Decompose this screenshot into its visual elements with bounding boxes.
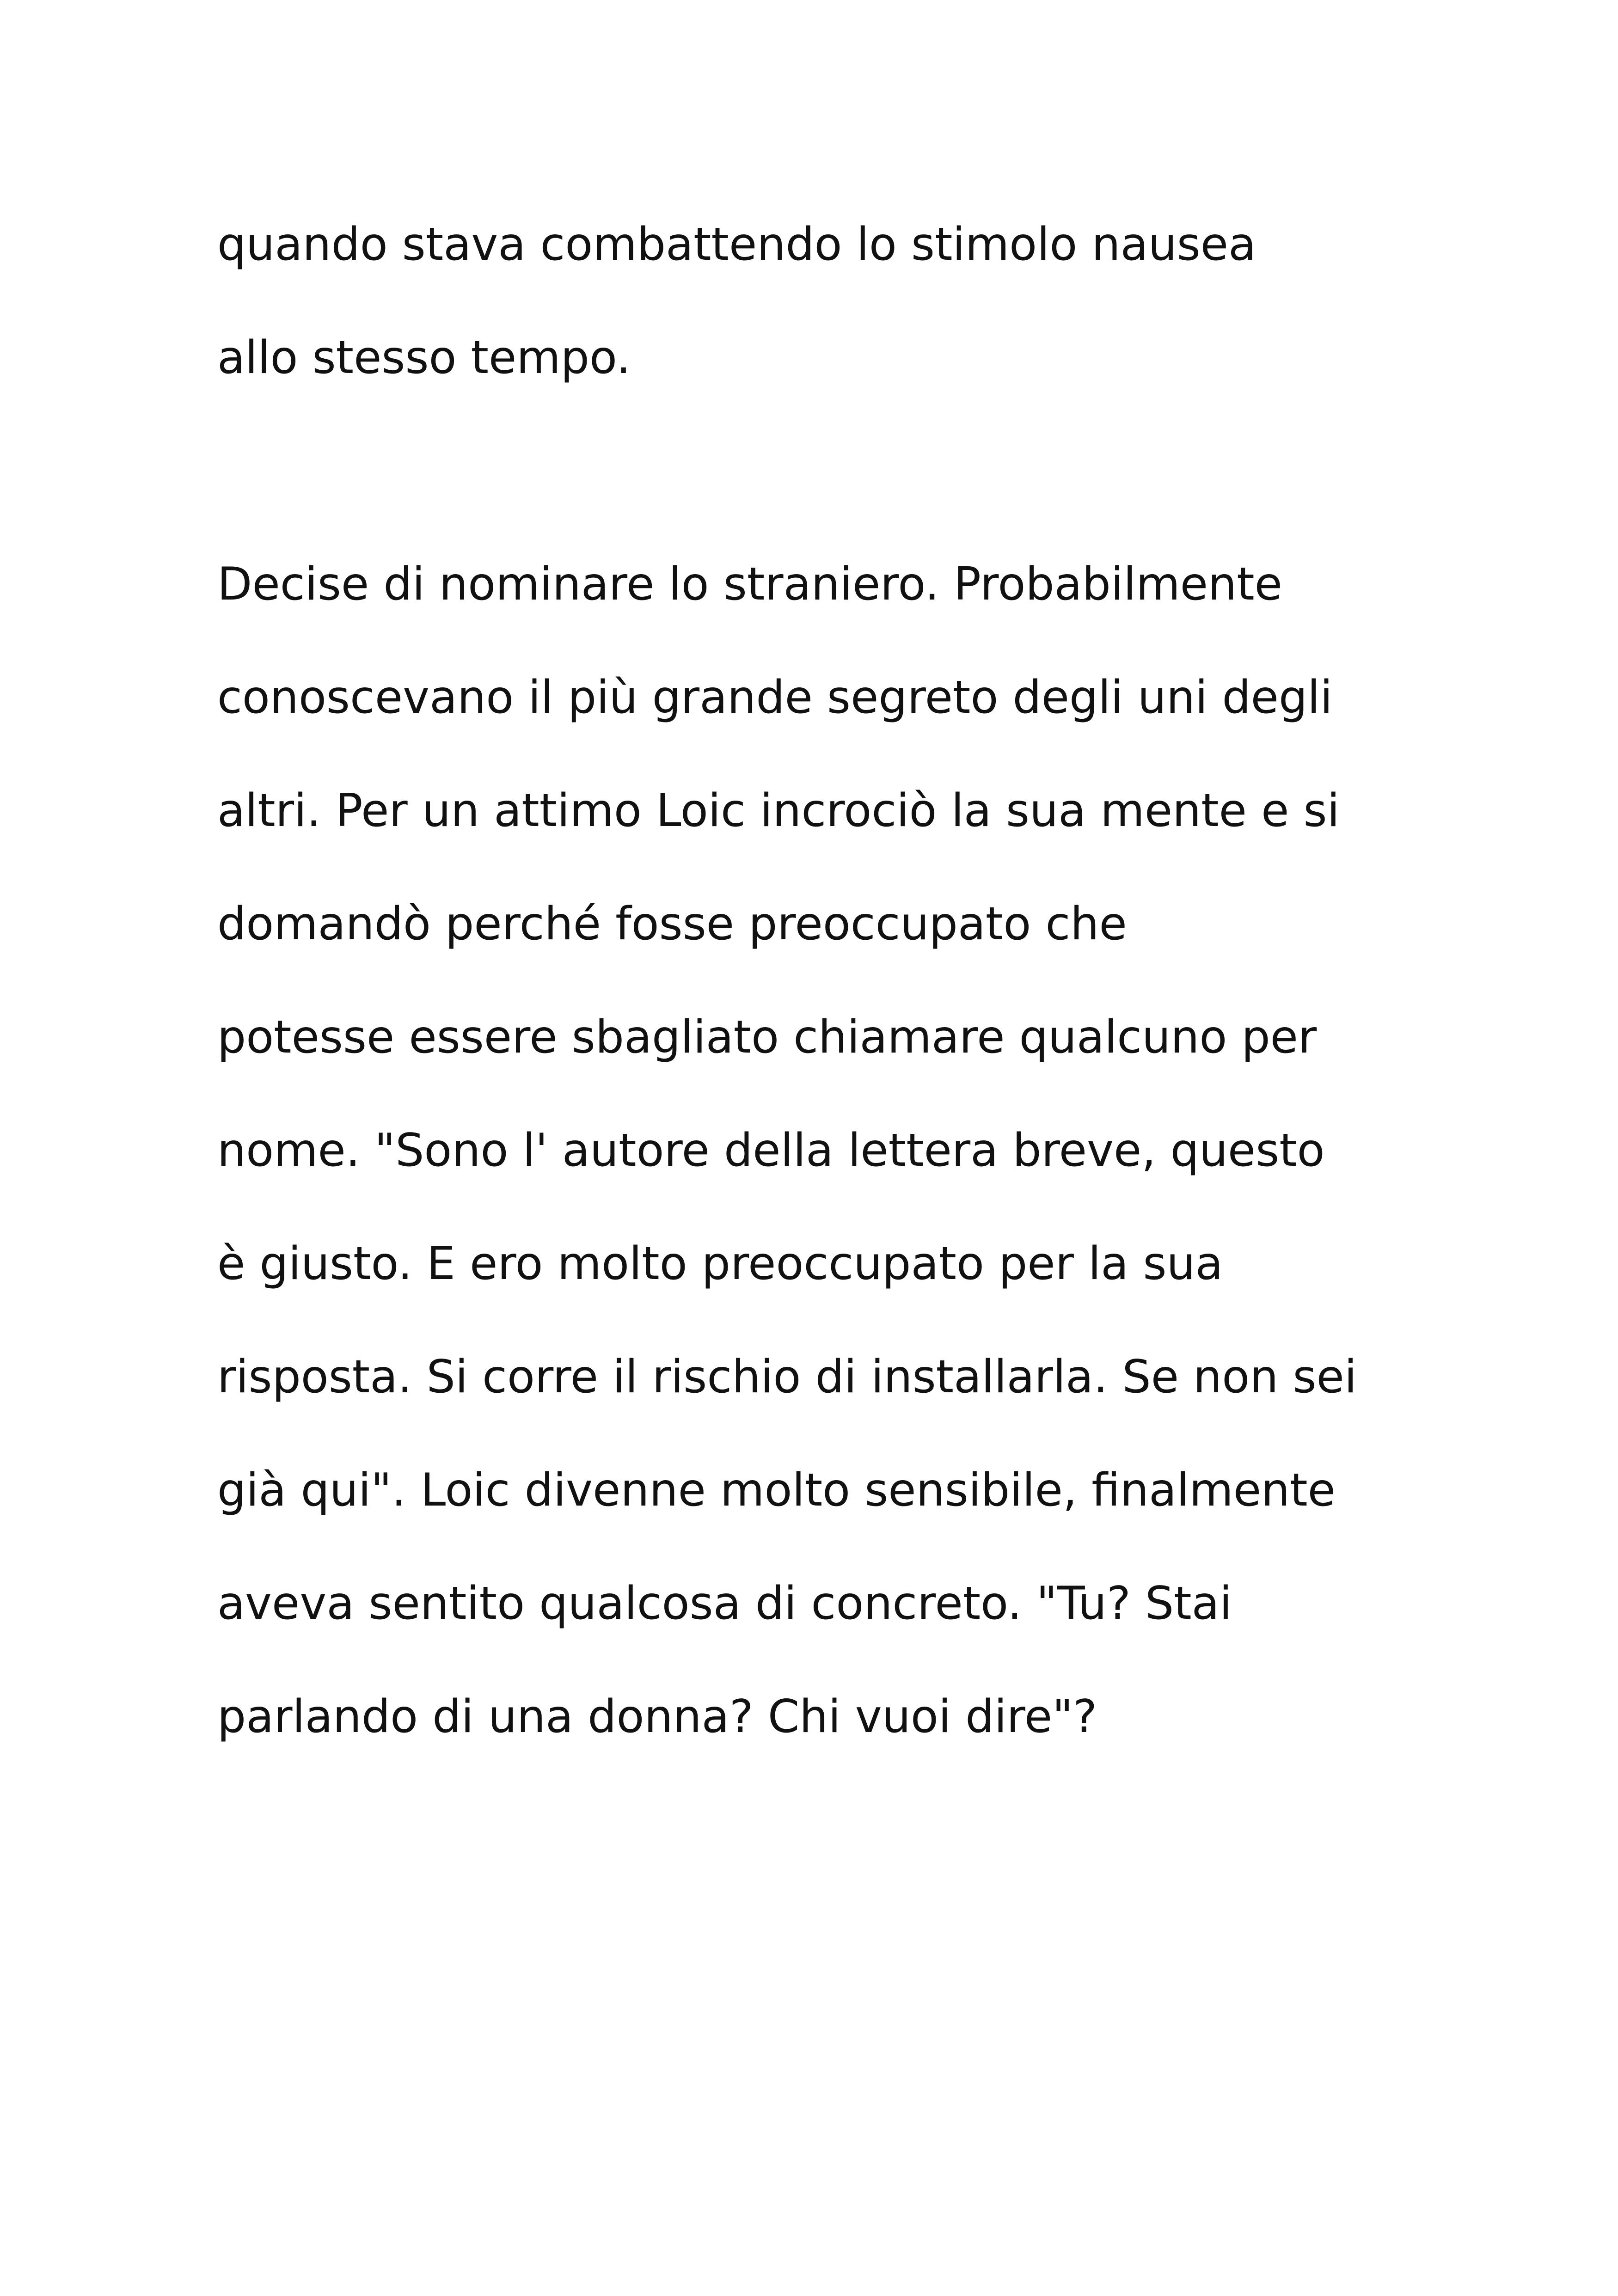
text-line: potesse essere sbagliato chiamare qualcuno per [217,1011,1317,1064]
text-line: nome. "Sono l' autore della lettera breve, questo [217,1124,1325,1177]
text-line: è giusto. E ero molto preoccupato per la sua [217,1237,1223,1290]
text-line: allo stesso tempo. [217,331,631,384]
text-line: domandò perché fosse preoccupato che [217,898,1127,950]
text-line: altri. Per un attimo Loic incrociò la sua mente e si [217,784,1340,837]
text-line: conoscevano il più grande segreto degli uni degli [217,671,1333,724]
text-line: aveva sentito qualcosa di concreto. "Tu? Stai [217,1577,1232,1630]
text-line: quando stava combattendo lo stimolo nausea [217,218,1256,271]
text-line: Decise di nominare lo straniero. Probabilmente [217,558,1282,611]
text-line: risposta. Si corre il rischio di installarla. Se non sei [217,1351,1357,1403]
text-line: parlando di una donna? Chi vuoi dire"? [217,1690,1097,1743]
text-line: già qui". Loic divenne molto sensibile, finalmente [217,1464,1336,1517]
